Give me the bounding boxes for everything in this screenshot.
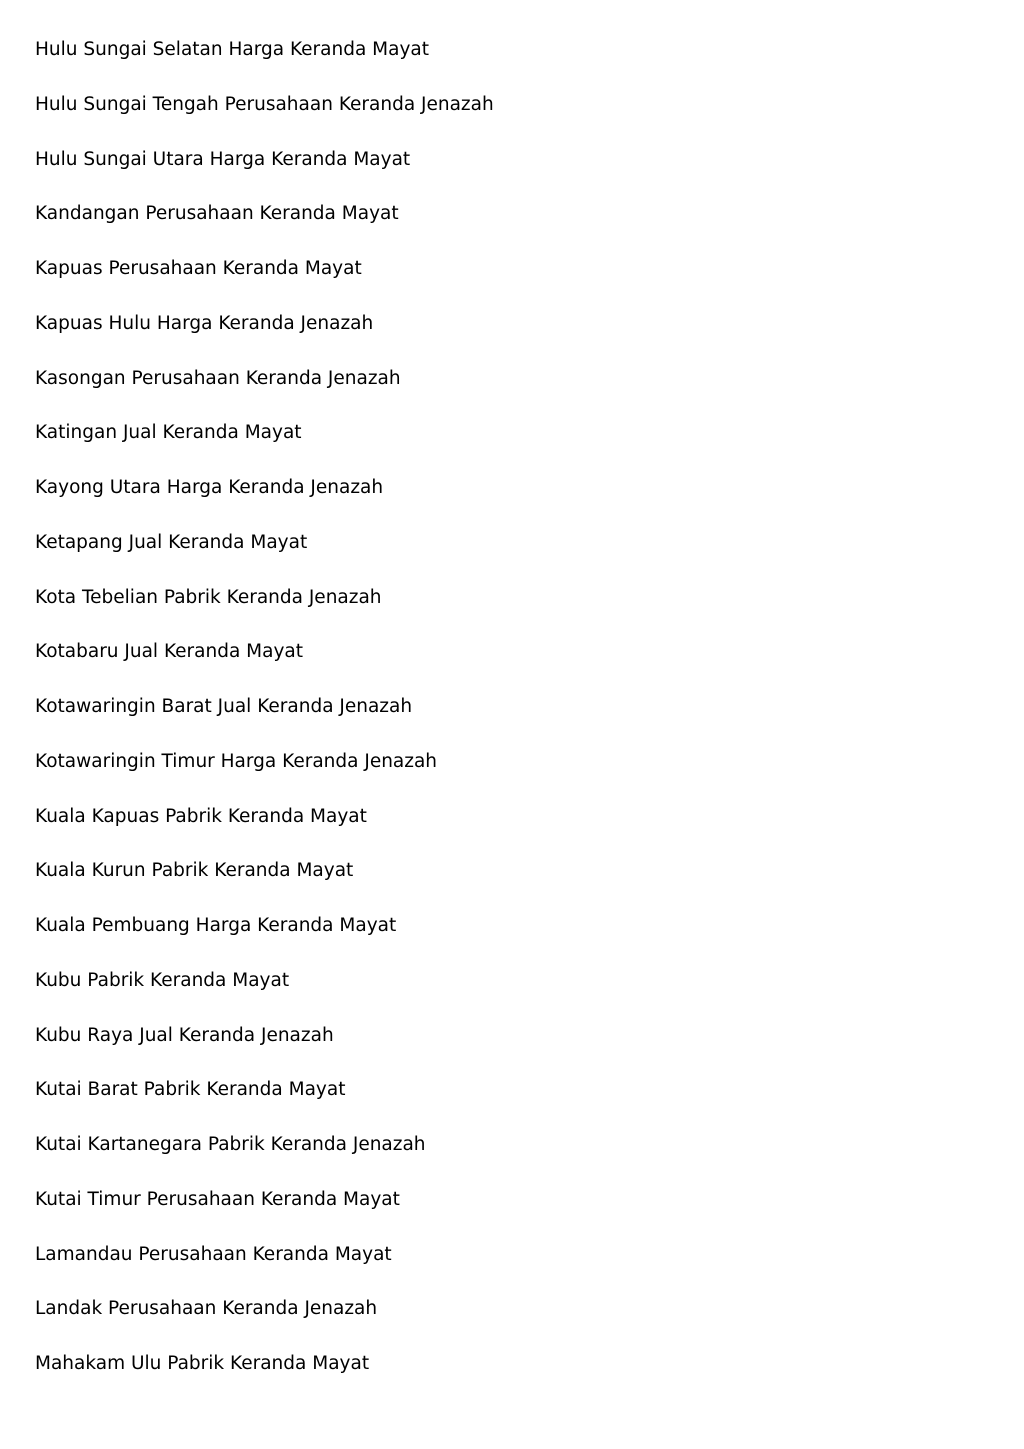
list-item: Ketapang Jual Keranda Mayat (35, 531, 308, 553)
list-item: Kubu Pabrik Keranda Mayat (35, 969, 290, 991)
list-item: Landak Perusahaan Keranda Jenazah (35, 1298, 378, 1320)
list-item: Kuala Kurun Pabrik Keranda Mayat (35, 860, 354, 882)
list-item: Katingan Jual Keranda Mayat (35, 422, 302, 444)
list-item: Hulu Sungai Utara Harga Keranda Mayat (35, 148, 411, 170)
list-item: Kandangan Perusahaan Keranda Mayat (35, 203, 399, 225)
location-list (35, 37, 494, 1406)
list-item: Lamandau Perusahaan Keranda Mayat (35, 1243, 392, 1265)
list-item: Kutai Timur Perusahaan Keranda Mayat (35, 1188, 400, 1210)
list-item: Mahakam Ulu Pabrik Keranda Mayat (35, 1353, 370, 1374)
list-item: Kasongan Perusahaan Keranda Jenazah (35, 367, 401, 389)
list-item: Kubu Raya Jual Keranda Jenazah (35, 1024, 334, 1046)
list-item: Kutai Kartanegara Pabrik Keranda Jenazah (35, 1134, 426, 1155)
list-item: Kotabaru Jual Keranda Mayat (35, 641, 304, 663)
list-item: Kotawaringin Timur Harga Keranda Jenazah (35, 750, 438, 772)
list-item: Hulu Sungai Tengah Perusahaan Keranda Jenazah (35, 93, 494, 115)
list-item: Kapuas Perusahaan Keranda Mayat (35, 258, 362, 279)
list-item: Kuala Pembuang Harga Keranda Mayat (35, 915, 397, 936)
list-item: Hulu Sungai Selatan Harga Keranda Mayat (35, 39, 430, 60)
list-item: Kotawaringin Barat Jual Keranda Jenazah (35, 696, 413, 717)
list-item: Kayong Utara Harga Keranda Jenazah (35, 477, 384, 498)
list-item: Kapuas Hulu Harga Keranda Jenazah (35, 312, 374, 334)
list-item: Kota Tebelian Pabrik Keranda Jenazah (35, 586, 382, 608)
list-item: Kuala Kapuas Pabrik Keranda Mayat (35, 805, 367, 827)
list-item: Kutai Barat Pabrik Keranda Mayat (35, 1079, 346, 1101)
